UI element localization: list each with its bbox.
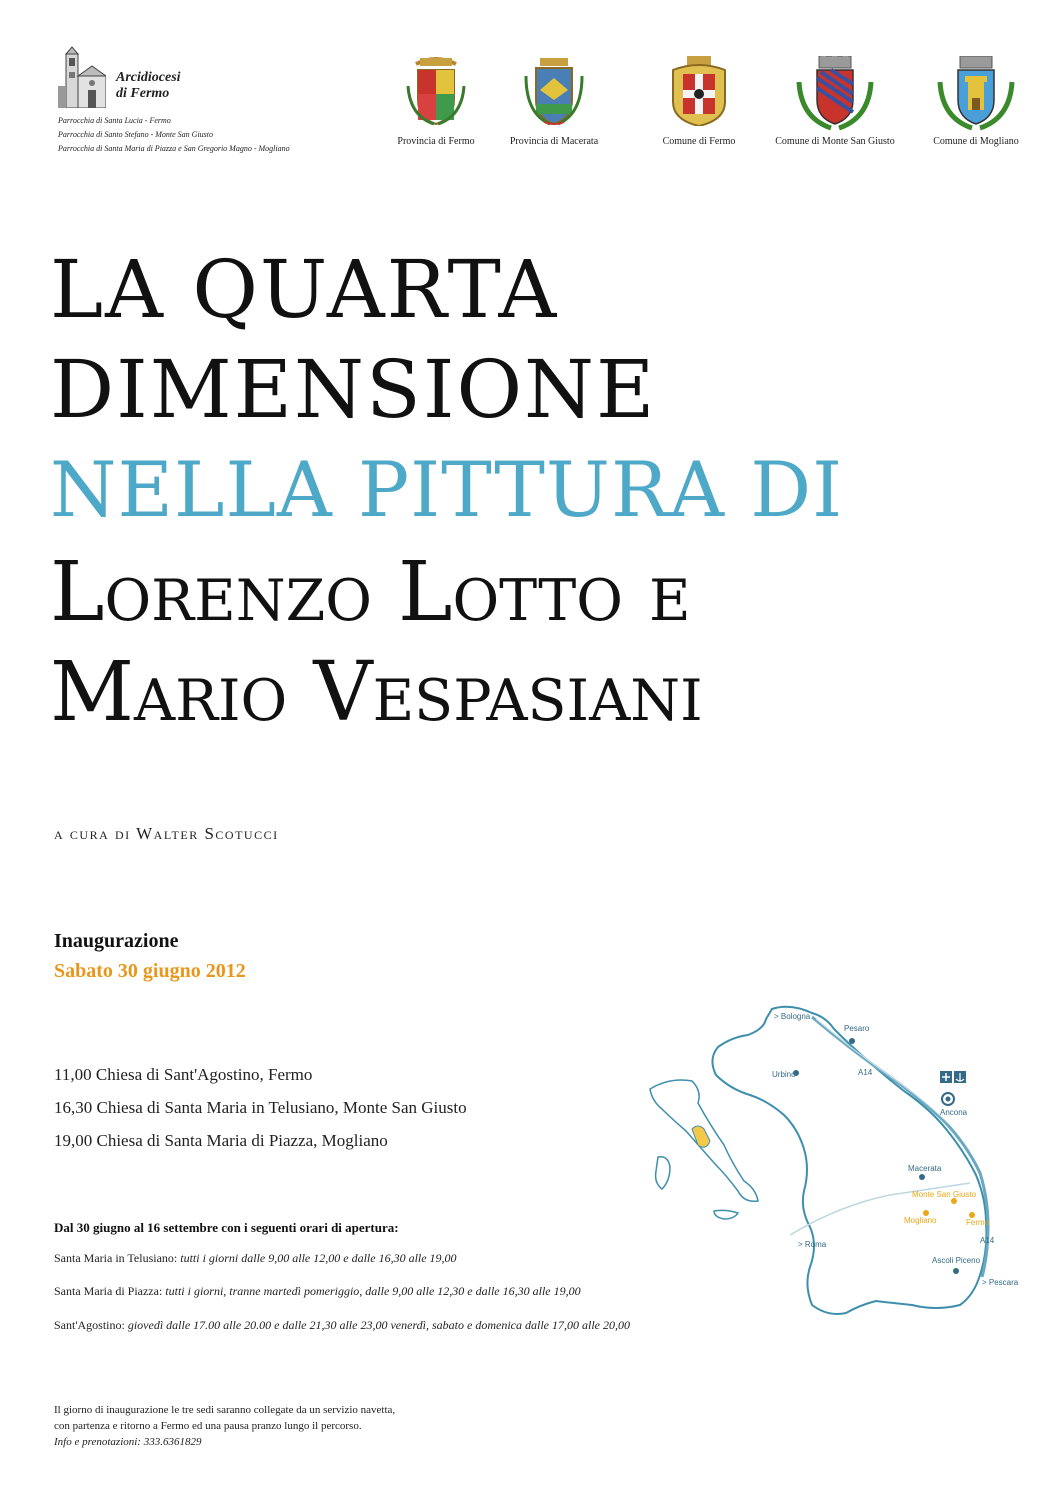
map-label-mogliano: Mogliano (904, 1216, 937, 1225)
hours-place: Santa Maria di Piazza: (54, 1284, 163, 1298)
hours-place: Sant'Agostino: (54, 1318, 125, 1332)
archdiocese-line1: Arcidiocesi (116, 70, 181, 85)
notice-line: con partenza e ritorno a Fermo ed una pausa pranzo lungo il percorso. (54, 1420, 362, 1432)
title-line-2: DIMENSIONE (50, 343, 657, 436)
title-line-3: NELLA PITTURA DI (50, 445, 844, 534)
map-label-macerata: Macerata (908, 1164, 942, 1173)
church-icon (58, 46, 106, 108)
parish-item: Parrocchia di Santo Stefano - Monte San Giusto (58, 130, 214, 139)
schedule-item: 16,30 Chiesa di Santa Maria in Telusiano, Monte San Giusto (54, 1098, 467, 1117)
airport-icon (940, 1071, 952, 1083)
hours-times: giovedì dalle 17.00 alle 20.00 e dalle 21,30 alle 23,00 venerdì, sabato e domenica dalle 17,00 alle 20,00 (127, 1318, 630, 1332)
map-label-a14-top: A14 (858, 1068, 873, 1077)
crest-provincia-macerata (502, 56, 606, 147)
port-icon (954, 1071, 966, 1083)
city-dot-macerata (919, 1174, 925, 1180)
shuttle-notice (54, 1402, 395, 1450)
crest-label: Provincia di Fermo (397, 136, 475, 147)
crest-comune-monte-san-giusto (766, 56, 904, 147)
region-map (640, 1005, 1050, 1325)
info-contact: Info e prenotazioni: 333.6361829 (54, 1436, 202, 1448)
map-label-fermo: Fermo (966, 1218, 990, 1227)
city-dot-pesaro (849, 1038, 855, 1044)
hours-place: Santa Maria in Telusiano: (54, 1251, 178, 1265)
map-label-urbino: Urbino (772, 1070, 796, 1079)
schedule-item: 11,00 Chiesa di Sant'Agostino, Fermo (54, 1065, 313, 1084)
crest-label: Comune di Fermo (662, 136, 736, 147)
archdiocese-name (116, 70, 181, 102)
highway-a14 (812, 1017, 988, 1277)
map-label-pesaro: Pesaro (844, 1024, 870, 1033)
inauguration-label: Inaugurazione (54, 930, 179, 952)
city-dot-ancona-center (946, 1097, 951, 1102)
title-line-5: Mario Vespasiani (50, 645, 703, 740)
map-label-roma: > Roma (798, 1240, 827, 1249)
map-label-pescara: > Pescara (982, 1278, 1019, 1287)
crest-label: Comune di Mogliano (933, 136, 1019, 147)
map-label-monte-san-giusto: Monte San Giusto (912, 1190, 977, 1199)
opening-hours-row (54, 1318, 630, 1333)
marche-highlight (692, 1126, 710, 1147)
crest-label: Comune di Monte San Giusto (775, 136, 895, 147)
crest-comune-fermo (654, 56, 744, 147)
archdiocese-line2: di Fermo (116, 86, 170, 101)
curator: a cura di Walter Scotucci (54, 824, 279, 843)
map-label-ancona: Ancona (940, 1108, 968, 1117)
map-label-bologna: > Bologna (774, 1012, 811, 1021)
inauguration-date: Sabato 30 giugno 2012 (54, 960, 246, 982)
opening-hours-row (54, 1284, 581, 1299)
comune-mogliano-crest-icon (936, 56, 1016, 132)
parish-item: Parrocchia di Santa Lucia - Fermo (58, 116, 171, 125)
parish-item: Parrocchia di Santa Maria di Piazza e San Gregorio Magno - Mogliano (58, 144, 290, 153)
marche-outline (712, 1007, 986, 1314)
provincia-fermo-crest-icon (406, 56, 466, 126)
crest-label: Provincia di Macerata (509, 136, 599, 147)
opening-hours-row (54, 1251, 457, 1266)
schedule-item: 19,00 Chiesa di Santa Maria di Piazza, Mogliano (54, 1131, 388, 1150)
comune-monte-san-giusto-crest-icon (795, 56, 875, 132)
parish-list (58, 114, 290, 156)
opening-hours-heading: Dal 30 giugno al 16 settembre con i seguenti orari di apertura: (54, 1220, 399, 1235)
notice-line: Il giorno di inaugurazione le tre sedi saranno collegate da un servizio navetta, (54, 1404, 396, 1416)
hours-times: tutti i giorni dalle 9,00 alle 12,00 e dalle 16,30 alle 19,00 (180, 1251, 457, 1265)
hours-times: tutti i giorni, tranne martedì pomeriggio, dalle 9,00 alle 12,30 e dalle 16,30 alle 19,00 (165, 1284, 581, 1298)
comune-fermo-crest-icon (669, 56, 729, 126)
inauguration-schedule (54, 1058, 467, 1157)
provincia-macerata-crest-icon (524, 56, 584, 126)
italy-inset-map (650, 1080, 758, 1219)
map-label-ascoli: Ascoli Piceno (932, 1256, 981, 1265)
crest-provincia-fermo (394, 56, 478, 147)
title-line-1: LA QUARTA (50, 243, 559, 336)
map-label-a14-bottom: A14 (980, 1236, 995, 1245)
crest-comune-mogliano (928, 56, 1024, 147)
city-dot-ascoli (953, 1268, 959, 1274)
title-line-4: Lorenzo Lotto e (50, 545, 691, 640)
